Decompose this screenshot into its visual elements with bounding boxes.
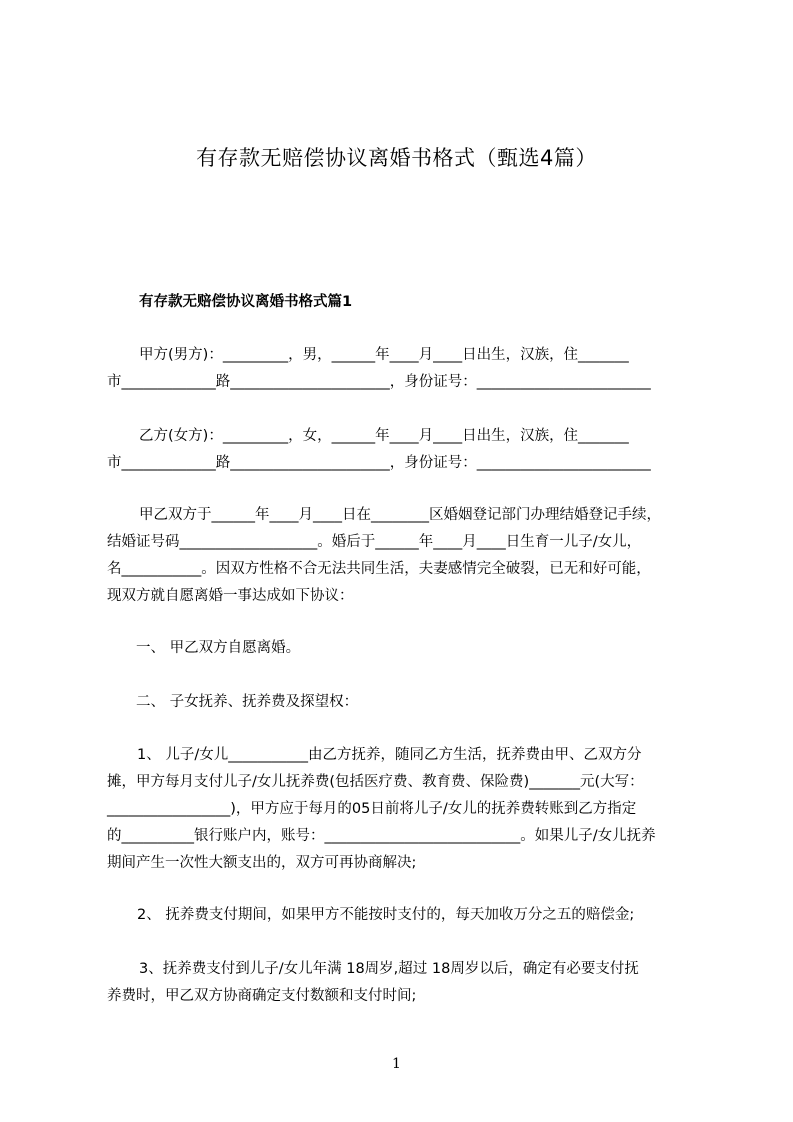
intro-line-2: 结婚证号码___________________。婚后于______年____月____日生育一儿子/女儿， <box>107 534 642 550</box>
item-1-line-3: _________________)，甲方应于每月的05日前将儿子/女儿的抚养费转账到乙方指定 <box>107 801 637 817</box>
item-1-line-1: 1、 儿子/女儿___________由乙方抚养，随同乙方生活，抚养费由甲、乙双方分 <box>137 747 642 763</box>
item-1-line-4: 的__________银行账户内，账号：___________________________。如果儿子/女儿抚养 <box>107 828 656 844</box>
item-1-line-2: 摊，甲方每月支付儿子/女儿抚养费(包括医疗费、教育费、保险费)_______元(大写： <box>107 774 644 790</box>
item-3-line-1: 3、抚养费支付到儿子/女儿年满 18周岁,超过 18周岁以后，确定有必要支付抚 <box>139 961 639 977</box>
document-title: 有存款无赔偿协议离婚书格式（甄选4篇） <box>196 146 597 170</box>
intro-line-4: 现双方就自愿离婚一事达成如下协议： <box>107 588 354 604</box>
intro-line-1: 甲乙双方于______年____月____日在________区婚姻登记部门办理结婚登记手续， <box>139 507 661 523</box>
clause-2: 二、 子女抚养、抚养费及探望权： <box>136 694 359 710</box>
clause-1: 一、 甲乙双方自愿离婚。 <box>136 640 301 656</box>
party-b-line-2: 市_____________路______________________，身份证号：________________________ <box>107 455 651 471</box>
item-3-line-2: 养费时，甲乙双方协商确定支付数额和支付时间; <box>107 988 417 1004</box>
item-2: 2、 抚养费支付期间，如果甲方不能按时支付的，每天加收万分之五的赔偿金; <box>137 907 635 923</box>
intro-line-3: 名___________。因双方性格不合无法共同生活，夫妻感情完全破裂，已无和好可能， <box>107 561 651 577</box>
party-a-line-1: 甲方(男方)：_________，男，______年____月____日出生，汉族，住_______ <box>139 347 629 363</box>
party-b-line-1: 乙方(女方)：_________，女，______年____月____日出生，汉族，住_______ <box>139 428 629 444</box>
section-heading: 有存款无赔偿协议离婚书格式篇1 <box>139 294 353 310</box>
party-a-line-2: 市_____________路______________________，身份证号：________________________ <box>107 374 651 390</box>
item-1-line-5: 期间产生一次性大额支出的，双方可再协商解决; <box>107 855 417 871</box>
page-number: 1 <box>392 1056 401 1072</box>
